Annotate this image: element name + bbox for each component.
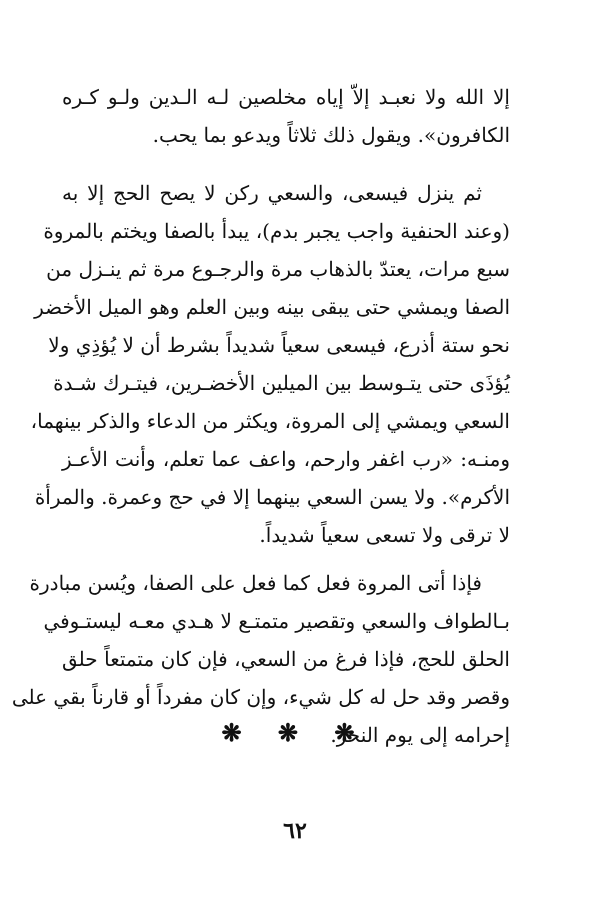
page-body — [11, 78, 510, 768]
text-line: الكافرون». ويقول ذلك ثلاثاً ويدعو بما يحب. — [152, 123, 510, 147]
text-line: السعي ويمشي إلى المروة، ويكثر من الدعاء والذكر بينهما، — [30, 409, 510, 433]
text-line: إحرامه إلى يوم النحر. — [330, 723, 510, 747]
section-separator-stars: ❋ ❋ ❋ — [221, 718, 369, 747]
text-line: ومنـه: «رب اغفر وارحم، واعف عما تعلم، وأنت الأعـز — [62, 447, 510, 471]
paragraph-1 — [62, 78, 510, 154]
text-line: وقصر وقد حل له كل شيء، وإن كان مفرداً أو قارناً بقي على — [11, 685, 510, 709]
text-line: نحو ستة أذرع، فيسعى سعياً شديداً بشرط أن لا يُؤذِي ولا — [48, 333, 510, 357]
paragraph-2 — [30, 174, 510, 554]
text-line: سبع مرات، يعتدّ بالذهاب مرة والرجـوع مرة ثم ينـزل من — [46, 257, 510, 281]
text-line: الحلق للحج، فإذا فرغ من السعي، فإن كان متمتعاً حلق — [62, 647, 510, 671]
text-line: بـالطواف والسعي وتقصير متمتـع لا هـدي معـه ليستـوفي — [43, 609, 510, 633]
text-line: فإذا أتى المروة فعل كما فعل على الصفا، ويُسن مبادرة — [29, 571, 482, 595]
text-line: يُؤذَى حتى يتـوسط بين الميلين الأخضـرين، فيتـرك شـدة — [53, 371, 510, 395]
text-line: إلا الله ولا نعبـد إلاّ إياه مخلصين لـه الـدين ولـو كـره — [62, 85, 510, 109]
page-number: ٦٢ — [283, 818, 307, 844]
text-line: ثم ينزل فيسعى، والسعي ركن لا يصح الحج إلا به — [62, 181, 482, 205]
text-line: الصفا ويمشي حتى يبقى بينه وبين العلم وهو الميل الأخضر — [34, 295, 510, 319]
text-line: لا ترقى ولا تسعى سعياً شديداً. — [259, 523, 510, 547]
text-line: الأكرم». ولا يسن السعي بينهما إلا في حج وعمرة. والمرأة — [34, 485, 510, 509]
text-line: (وعند الحنفية واجب يجبر بدم)، يبدأ بالصفا ويختم بالمروة — [43, 219, 510, 243]
